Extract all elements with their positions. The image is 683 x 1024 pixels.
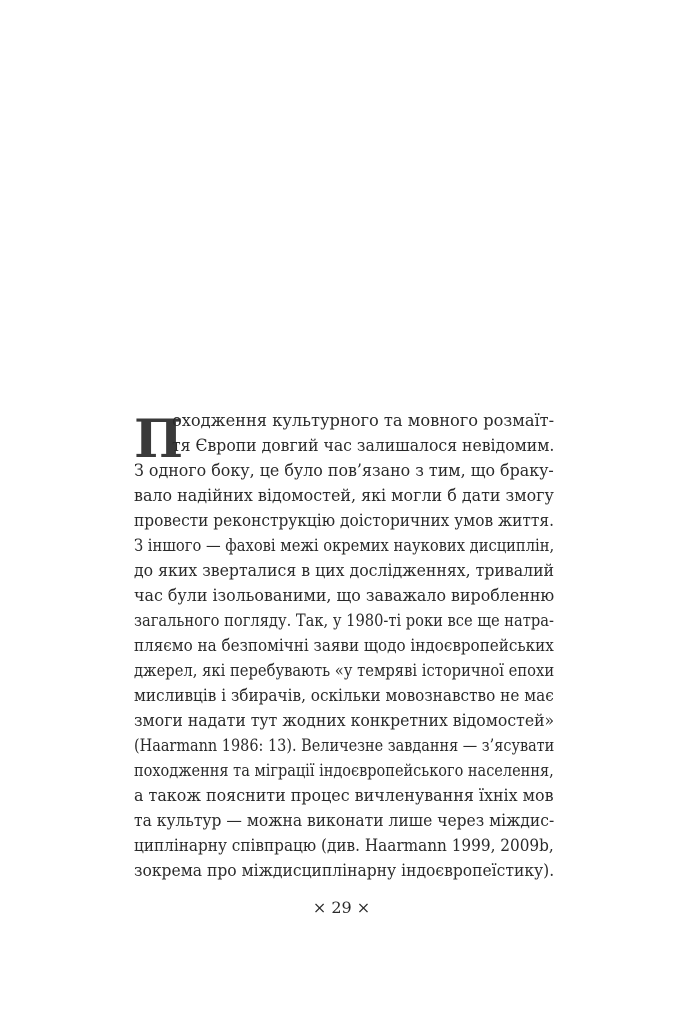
text-line: мисливців і збирачів, оскільки мовознавство не має [134, 686, 554, 705]
text-line: оходження культурного та мовного розмаїт- [172, 411, 555, 430]
text-line: походження та міграції індоєвропейського населення, [134, 761, 554, 780]
text-line: З іншого — фахові межі окремих наукових дисциплін, [134, 536, 555, 555]
text-line: час були ізольованими, що заважало виробленню [134, 586, 555, 605]
text-line: та культур — можна виконати лише через міждис- [134, 811, 555, 830]
text-line: зокрема про міждисциплінарну індоєвропеїстику). [134, 861, 555, 880]
text-line: джерел, які перебувають «у темряві історичної епохи [134, 661, 555, 680]
text-line: (Haarmann 1986: 13). Величезне завдання — з’ясувати [134, 736, 555, 755]
text-line: тя Європи довгий час залишалося невідомим. [172, 436, 555, 455]
drop-cap: П [134, 409, 183, 470]
text-line: циплінарну співпрацю (див. Haarmann 1999, 2009b, [134, 836, 554, 855]
text-line: пляємо на безпомічні заяви щодо індоєвропейських [134, 636, 554, 655]
text-line: З одного боку, це було пов’язано з тим, що браку- [134, 461, 554, 480]
text-line: загального погляду. Так, у 1980-ті роки все ще натра- [134, 611, 554, 630]
text-line: провести реконструкцію доісторичних умов життя. [134, 511, 554, 530]
text-line: а також пояснити процес вичленування їхніх мов [134, 786, 554, 805]
text-line: до яких зверталися в цих дослідженнях, тривалий [134, 561, 555, 580]
page-number: × 29 × [312, 898, 371, 917]
text-line: вало надійних відомостей, які могли б дати змогу [134, 486, 554, 505]
text-line: змоги надати тут жодних конкретних відомостей» [134, 711, 555, 730]
